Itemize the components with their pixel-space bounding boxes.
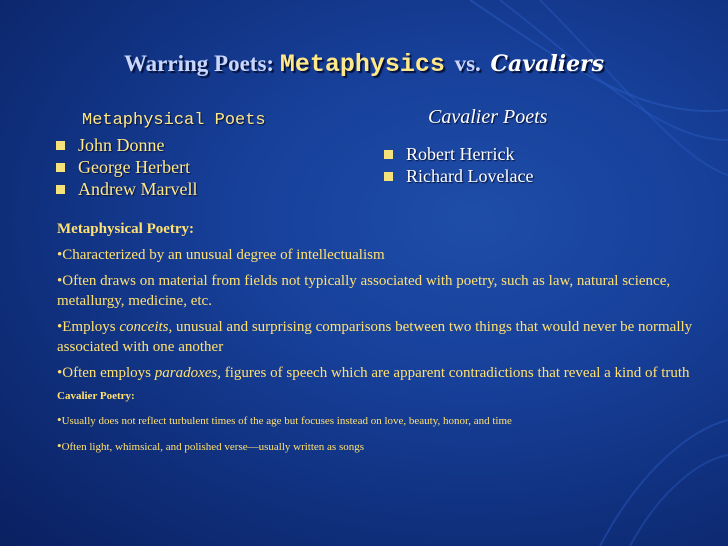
poet-name: Richard Lovelace [406, 166, 534, 186]
square-bullet-icon [56, 141, 65, 150]
point-text: figures of speech which are apparent contradictions that reveal a kind of truth [220, 365, 690, 381]
poet-name: Robert Herrick [406, 144, 515, 164]
cavalier-poets-heading: Cavalier Poets [428, 106, 548, 128]
emphasis-term: conceits, [119, 319, 173, 335]
square-bullet-icon [384, 172, 393, 181]
list-item [380, 143, 533, 165]
list-item [380, 165, 533, 187]
metaphysical-poets-heading: Metaphysical Poets [82, 111, 266, 130]
cavalier-poetry-heading: Cavalier Poetry: [57, 390, 135, 402]
point-text: Usually does not reflect turbulent times of the age but focuses instead on love, beauty, honor, and time [61, 415, 512, 427]
point-text: Often light, whimsical, and polished verse—usually written as songs [61, 441, 365, 453]
metaphysical-point-1: •Characterized by an unusual degree of intellectualism [57, 247, 385, 263]
metaphysical-poetry-heading: Metaphysical Poetry: [57, 221, 195, 237]
poet-name: George Herbert [78, 157, 191, 177]
metaphysical-poets-list [52, 134, 197, 200]
cavalier-point-1 [57, 412, 693, 429]
point-text: •Employs [57, 319, 120, 335]
square-bullet-icon [56, 185, 65, 194]
title-metaphysics: Metaphysics [279, 50, 445, 79]
title-cavaliers: Cavaliers [490, 51, 605, 77]
point-text: unusual and surprising comparisons between two things that would never be normally associated with one another [57, 319, 693, 355]
poet-name: John Donne [78, 135, 165, 155]
emphasis-term: paradoxes, [154, 365, 221, 381]
list-item [52, 134, 197, 156]
metaphysical-point-2: •Often draws on material from fields not typically associated with poetry, such as law, natural science, metallurgy, medicine, etc. [57, 273, 671, 309]
description-text [57, 219, 693, 464]
metaphysical-point-3 [57, 317, 693, 357]
cavalier-point-2 [57, 438, 693, 455]
slide-title [0, 50, 728, 79]
title-vs: vs. [454, 51, 481, 76]
bullet-glyph: • [57, 412, 62, 427]
square-bullet-icon [56, 163, 65, 172]
bullet-glyph: • [57, 438, 62, 453]
square-bullet-icon [384, 150, 393, 159]
title-prefix: Warring Poets: [123, 51, 275, 76]
point-text: •Often employs [57, 365, 155, 381]
list-item [52, 156, 197, 178]
metaphysical-point-4 [57, 363, 693, 383]
list-item [52, 178, 197, 200]
poet-name: Andrew Marvell [78, 179, 198, 199]
cavalier-poets-list [380, 143, 533, 187]
